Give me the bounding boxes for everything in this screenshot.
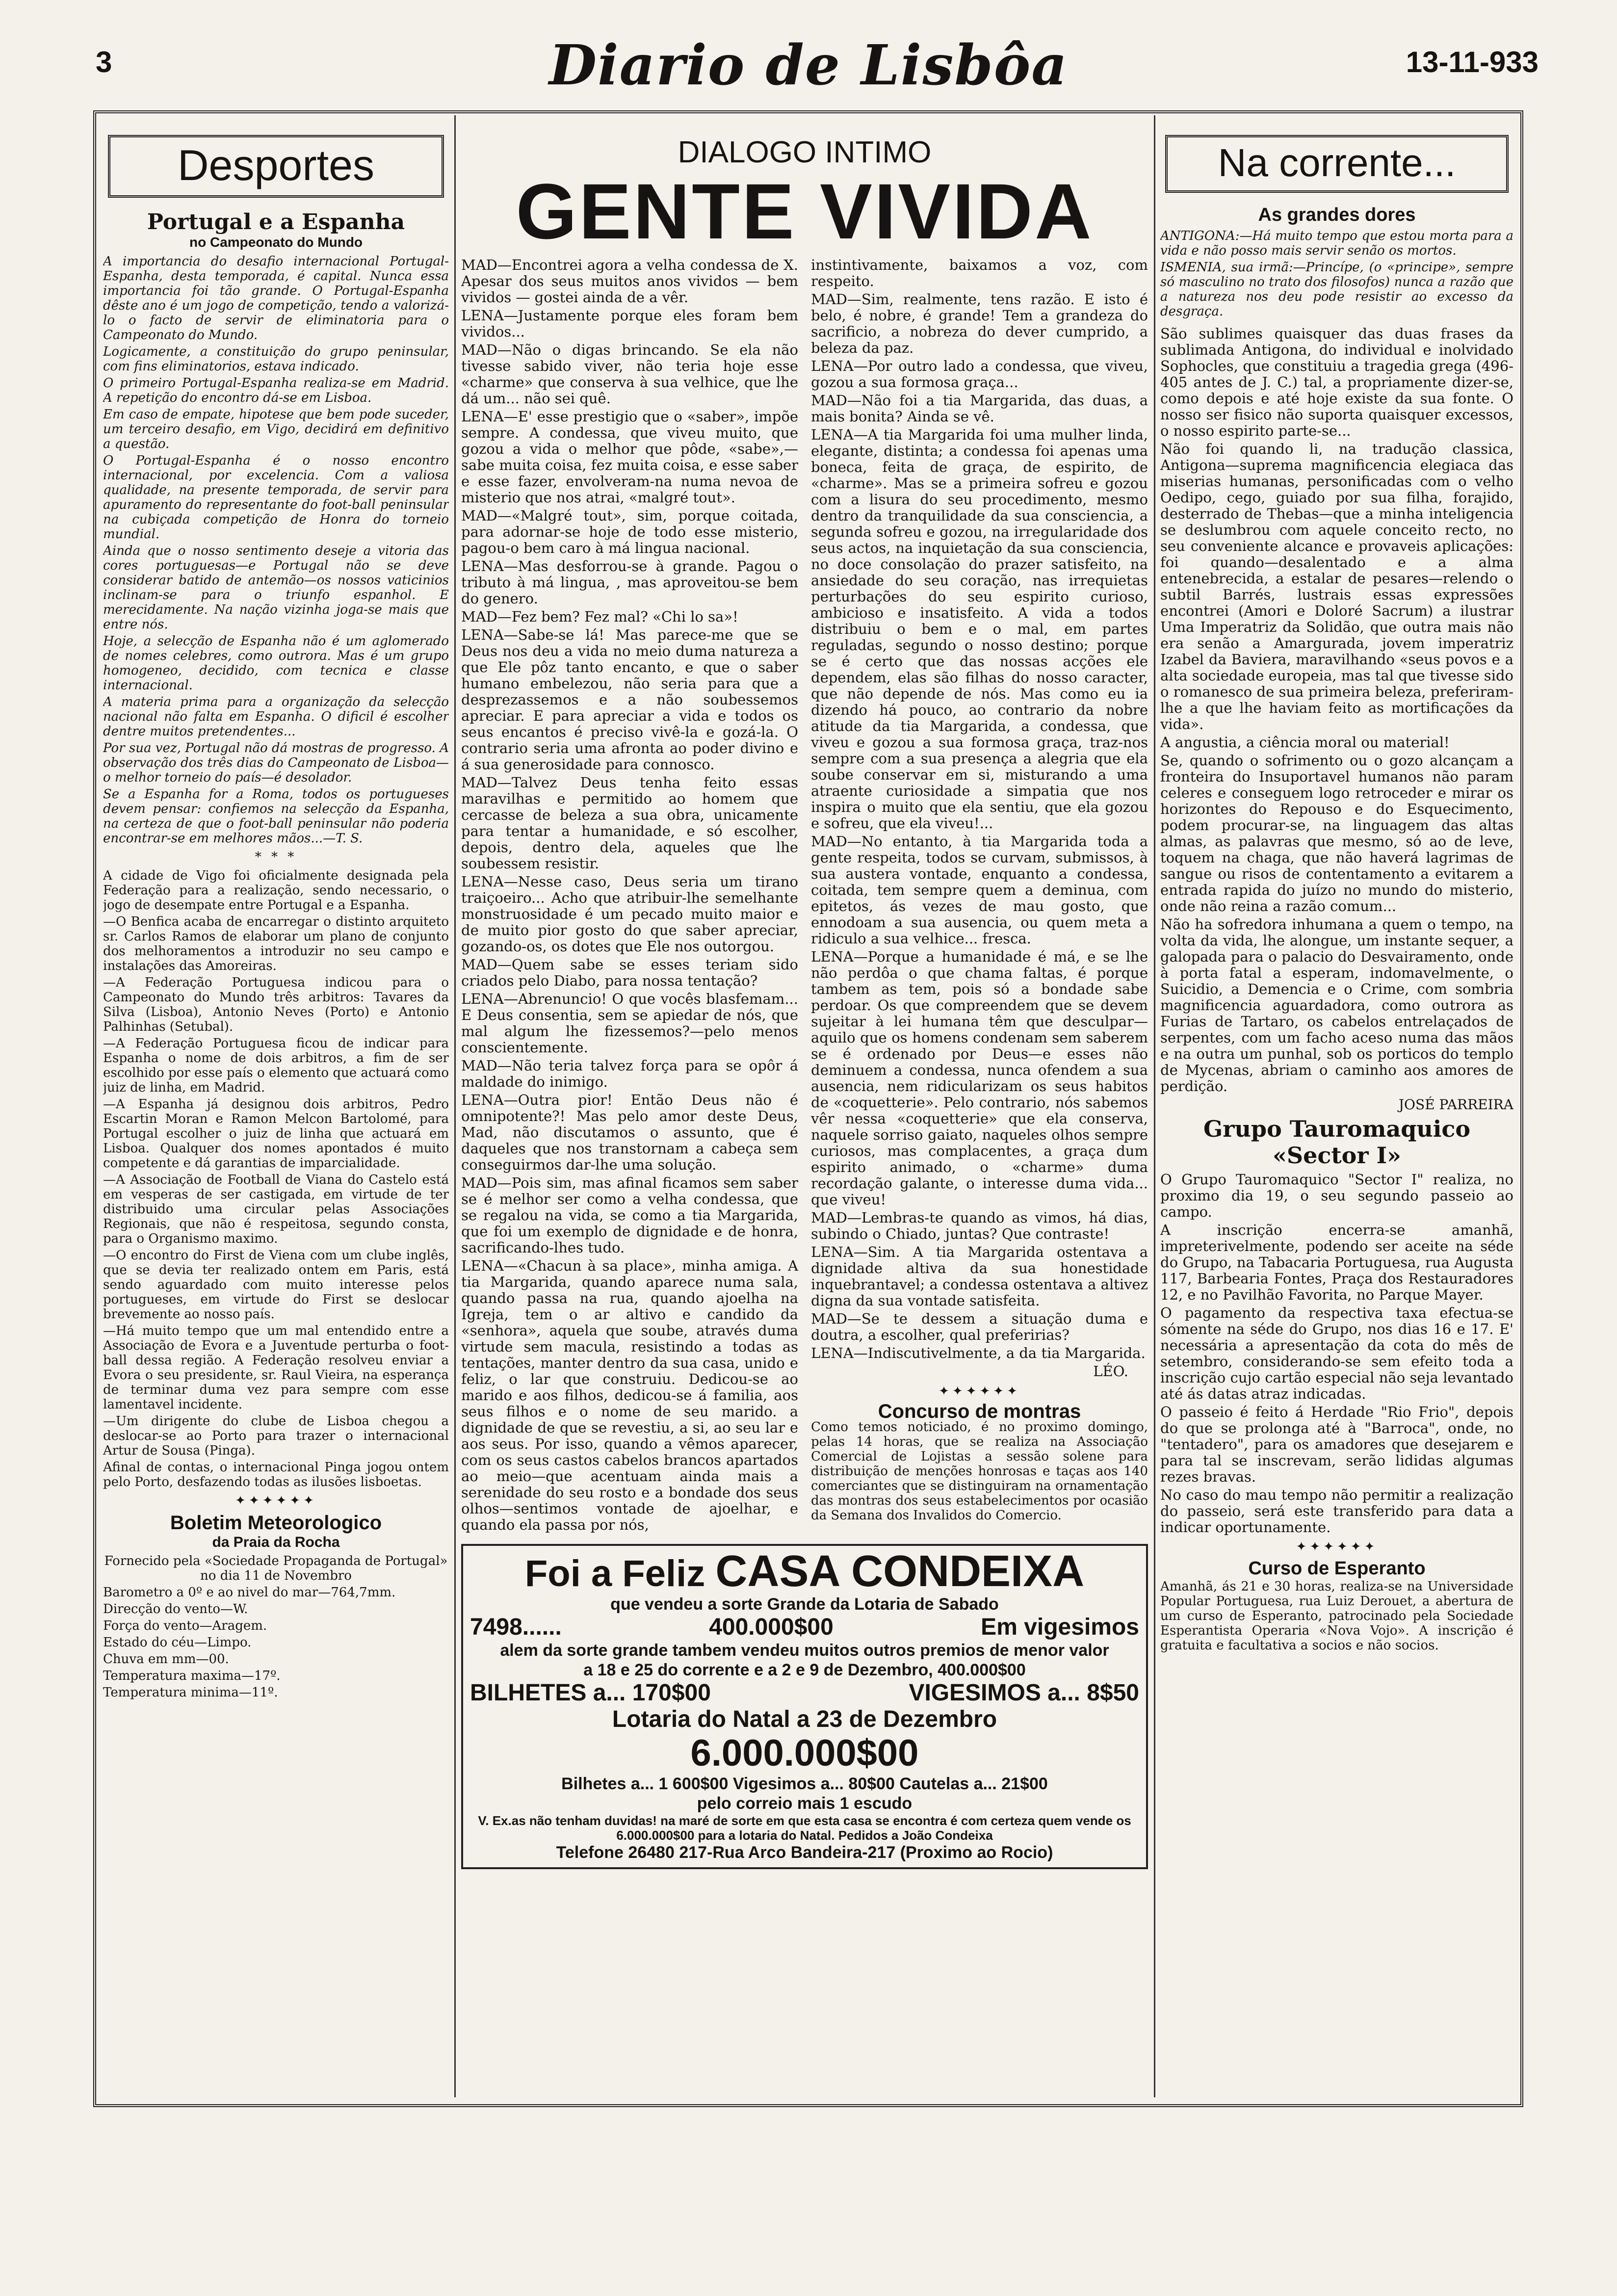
desportes-note: —A Espanha já designou dois arbitros, Pedro Escartin Moran e Ramon Melcon Bartolomé, para Portugal escolher o juiz de linha que actuará em Lisboa. Qualquer dos nomes apontados é muito competente e dá garantias de imparcialidade. (103, 1097, 449, 1171)
ad-address: Telefone 26480 217-Rua Arco Bandeira-217 (Proximo ao Rocio) (556, 1843, 1053, 1862)
desportes-note: —A Associação de Football de Viana do Castelo está em vesperas de ser castigada, em virtude de ter distribuido uma circular pelas Associações Regionais, que não é respeitosa, segundo consta, para o Organismo maximo. (103, 1173, 449, 1246)
desportes-paragraph: Por sua vez, Portugal não dá mostras de progresso. A observação dos três dias do Campeonato de Lisboa—o melhor torneio do país—é desolador. (103, 741, 449, 785)
dialogo-signature: LÉO. (1093, 1363, 1128, 1380)
desportes-paragraph: O Portugal-Espanha é o nosso encontro internacional, por excelencia. Com a valiosa qualidade, na presente temporada, de servir para apuramento do representante do foot-ball peninsular na cubiçada competição de Honra do torneio mundial. (103, 453, 449, 542)
sector-title: Grupo Tauromaquico «Sector I» (1203, 1116, 1471, 1169)
desportes-note: —O encontro do First de Viena com um clube inglês, que se devia ter realizado ontem em Paris, está sendo aguardado com muito interesse pelos portugueses, em virtude do First se deslocar brevemente ao nosso país. (103, 1248, 449, 1322)
divider-ornament: ✦✦✦✦✦✦ (235, 1493, 317, 1508)
dialogo-right-column (811, 257, 1148, 1361)
desportes-note: —O Benfica acaba de encarregar o distinto arquiteto sr. Carlos Ramos de elaborar um plano de conjunto dos melhoramentos a introduzir no seu campo e instalações das Amoreiras. (103, 914, 449, 973)
dialogo-paragraph: LENA—Nesse caso, Deus seria um tirano traiçoeiro... Acho que atribuir-lhe semelhante monstruosidade é um pecado muito maior e de muito pior gosto do que saber apreciar, gozando-os, os dotes que Ele nos outorgou. (461, 873, 798, 955)
desportes-subhead: no Campeonato do Mundo (189, 235, 363, 250)
na-corrente-paragraph: Se, quando o sofrimento ou o gozo alcançam a fronteira do Insuportavel humanos não param celeres e conseguem logo retroceder e mirar os horizontes do Repouso e do Esquecimento, podem procurar-se, na linguagem das altas almas, as palavras que mesmo, só ao de leve, toquem na chaga, que não haverá lagrimas de sangue ou risos de contentamento a evitarem a entrada rapida do juízo no mundo do misterio, onde não reina a razão comum... (1160, 752, 1513, 914)
na-corrente-section-title: Na corrente... (1165, 135, 1509, 193)
desportes-note: A cidade de Vigo foi oficialmente designada pela Federação para a realização, sendo necessario, o jogo de desempate entre Portugal e a Espanha. (103, 868, 449, 913)
desportes-paragraph: Em caso de empate, hipotese que bem pode suceder, um terceiro desafio, em Vigo, decidirá em definitivo a questão. (103, 407, 449, 451)
sector-paragraph: O Grupo Tauromaquico "Sector I" realiza, no proximo dia 19, o seu segundo passeio ao campo. (1160, 1171, 1513, 1220)
divider-ornament: ✦✦✦✦✦✦ (1296, 1539, 1378, 1554)
dialogo-paragraph: MAD—Não teria talvez força para se opôr á maldade do inimigo. (461, 1057, 798, 1090)
ad-line4: alem da sorte grande tambem vendeu muitos outros premios de menor valor (500, 1641, 1109, 1660)
na-corrente-epigraph (1160, 229, 1513, 319)
dialogo-column (461, 115, 1148, 1869)
ad-correio: pelo correio mais 1 escudo (697, 1794, 913, 1813)
desportes-paragraph: Se a Espanha for a Roma, todos os portugueses devem pensar: confiemos na selecção da Espanha, na certeza de que o foot-ball peninsular não poderia encontrar-se em melhores mãos...—T. S. (103, 787, 449, 846)
desportes-lead (103, 254, 449, 846)
dialogo-paragraph: LENA—Outra pior! Então Deus não é omnipotente?! Mas pelo amor deste Deus, Mad, não discutamos o assunto, que é daqueles que nos transtornam a cabeça sem conseguirmos dar-lhe uma solução. (461, 1092, 798, 1173)
boletim-line: Estado do céu—Limpo. (103, 1635, 252, 1650)
ad-footer: V. Ex.as não tenham duvidas! na maré de sorte em que esta casa se encontra é com certeza quem vende os 6.000.000$00 para a lotaria do Natal. Pedidos a João Condeixa (478, 1813, 1131, 1843)
desportes-paragraph: Ainda que o nosso sentimento deseje a vitoria das cores portuguesas—e Portugal não se deve considerar batido de antemão—os nossos vaticinios inclinam-se para o triunfo espanhol. E merecidamente. Na nação vizinha joga-se mais que entre nós. (103, 544, 449, 632)
dialogo-paragraph: MAD—Lembras-te quando as vimos, há dias, subindo o Chiado, juntas? Que contraste! (811, 1209, 1148, 1242)
desportes-note: Afinal de contas, o internacional Pinga jogou ontem pelo Porto, desfazendo todas as ilusões lisboetas. (103, 1460, 449, 1489)
dialogo-paragraph: MAD—Fez bem? Fez mal? «Chi lo sa»! (461, 608, 738, 625)
separator: * * * (255, 850, 297, 864)
desportes-section-title: Desportes (108, 135, 444, 198)
ad-natal-prize: 6.000.000$00 (690, 1732, 919, 1774)
ad-line2: que vendeu a sorte Grande da Lotaria de Sabado (610, 1595, 999, 1614)
boletim-lines (103, 1585, 449, 1700)
ad-line1-prefix: Foi a Feliz (524, 1553, 705, 1594)
dialogo-headline: GENTE VIVIDA (516, 167, 1094, 255)
na-corrente-body (1160, 326, 1513, 1095)
dialogo-paragraph: LENA—Sim. A tia Margarida ostentava a dignidade altiva da sua honestidade inquebrantavel; a condessa ostentava a altivez digna da sua vontade satisfeita. (811, 1244, 1148, 1309)
issue-date: 13-11-933 (1406, 46, 1539, 78)
desportes-note: —Há muito tempo que um mal entendido entre a Associação de Evora e a Juventude perturba o foot-ball dessa região. A Federação resolveu enviar a Evora o seu presidente, sr. Raul Vieira, na esperança de terminar duma vez para sempre com esse lamentavel incidente. (103, 1324, 449, 1412)
dialogo-paragraph: MAD—No entanto, à tia Margarida toda a gente respeita, todos se curvam, submissos, à sua austera vontade, enquanto a condessa, coitada, tem sempre quem a deminua, com epitetos, ás vezes de mau gosto, que ennodoam a sua ausencia, ou quem meta a ridiculo a sua velhice... fresca. (811, 833, 1148, 947)
dialogo-paragraph: MAD—Não o digas brincando. Se ela não tivesse sabido viver, não teria hoje esse «charme» que conserva à sua velhice, que lhe dá um... não sei quê. (461, 341, 798, 407)
dialogo-paragraph: LENA—Indiscutivelmente, a da tia Margarida. (811, 1345, 1146, 1361)
dialogo-paragraph: LENA—«Chacun à sa place», minha amiga. A tia Margarida, quando aparece numa sala, quando passa na rua, quando ajoelha na Igreja, tem o ar altivo e candido da «senhora», aquela que soube, através duma virtude sem macula, resistindo a todas as tentações, manter dentro da sua casa, unido e feliz, o lar que construiu. Dedicou-se ao marido e aos filhos, dedicou-se á familia, aos seus filhos e o nome de seu marido. a dignidade de que se revestiu, a si, ao seu lar e aos seus. Por isso, quando a vêmos aparecer, com os seus castos cabelos brancos apartados ao meio—que acentuam ainda mais a serenidade do seu rosto e a bondade dos seus olhos—sentimos vontade de ajoelhar, e quando ela passa por nós, (461, 1257, 798, 1533)
dialogo-paragraph: MAD—Se te dessem a situação duma e doutra, a escolher, qual preferirias? (811, 1310, 1148, 1343)
dialogo-paragraph: MAD—Não foi a tia Margarida, das duas, a mais bonita? Ainda se vê. (811, 392, 1148, 425)
sector-paragraph: No caso do mau tempo não permitir a realização do passeio, será este transferido para data a indicar oportunamente. (1160, 1487, 1513, 1536)
ad-vigesimos: VIGESIMOS a... 8$50 (909, 1680, 1139, 1706)
boletim-line: Direcção do vento—W. (103, 1602, 248, 1617)
divider-ornament: ✦✦✦✦✦✦ (939, 1384, 1020, 1399)
dialogo-paragraph: LENA—Justamente porque eles foram bem vividos... (461, 307, 798, 340)
boletim-line: Temperatura minima—11º. (103, 1685, 278, 1700)
dialogo-paragraph: MAD—Talvez Deus tenha feito essas maravilhas e permitido ao homem que cercasse de beleza a sua obra, unicamente para tentar a humanidade, e só escolher, depois, dentro dela, aqueles que lhe soubessem resistir. (461, 774, 798, 872)
na-corrente-paragraph: A angustia, a ciência moral ou material! (1160, 734, 1450, 751)
sector-paragraph: A inscrição encerra-se amanhã, impreterivelmente, podendo ser aceite na séde do Grupo, na Tabacaria Portuguesa, rua Augusta 117, Barbearia Fontes, Praça dos Restauradores 12, e no Pavilhão Favorita, no Parque Mayer. (1160, 1222, 1513, 1303)
ad-shop-name: CASA CONDEIXA (715, 1547, 1085, 1596)
column-rule-left (454, 115, 456, 2097)
dialogo-paragraph: LENA—E' esse prestigio que o «saber», impõe sempre. A condessa, que viveu muito, que gozou a vida o melhor que pôde, «sabe»,—sabe muita coisa, fez muita coisa, e esse saber e esse fazer, envolveram-na numa nevoa de misterio que nos atrai, «malgré tout». (461, 408, 798, 506)
na-corrente-column (1160, 115, 1513, 1655)
newspaper-masthead: Diario de Lisbôa (549, 33, 1068, 98)
dialogo-kicker: DIALOGO INTIMO (678, 135, 932, 169)
sector-paragraph: O pagamento da respectiva taxa efectua-se sómente na séde do Grupo, nos dias 16 e 17. E' necessária a apresentação da cota do mês de setembro, considerando-se sem efeito toda a inscrição cujo cartão especial não seja levantado até ás datas atraz indicadas. (1160, 1305, 1513, 1402)
sector-body (1160, 1172, 1513, 1536)
dialogo-paragraph: instintivamente, baixamos a voz, com respeito. (811, 257, 1148, 289)
boletim-intro: Fornecido pela «Sociedade Propaganda de Portugal» no dia 11 de Novembro (104, 1554, 448, 1583)
dialogo-paragraph: LENA—Sabe-se lá! Mas parece-me que se Deus nos deu a vida no meio duma natureza a que Ele pôz tanto encanto, e que o saber humano embelezou, não seria para que a desprezassemos e a não soubessemos apreciar. E para apreciar a vida e todos os seus encantos é preciso vivê-la e gozá-la. O contrario seria uma afronta ao poder divino e á sua generosidade para connosco. (461, 626, 798, 773)
na-corrente-paragraph: São sublimes quaisquer das duas frases da sublimada Antigona, do individual e inolvidado Sophocles, que constituiu a tragedia grega (496-405 antes de J. C.) tal, a propriamente dizer-se, como depois e até hoje existe da sua fonte. O nosso ser fisico não suporta quaisquer excessos, o nosso espirito parte-se... (1160, 325, 1513, 439)
na-corrente-paragraph: Não ha sofredora inhumana a quem o tempo, na volta da vida, lhe alongue, um instante sequer, a galopada para o palacio do Desvairamento, onde à porta fatal a esperam, indomavelmente, o Suicidio, a Demencia e o Crime, com sombria magnificencia aguardadora, como outrora as Furias de Tartaro, os cabelos entrelaçados de serpentes, com um facho aceso numa das mãos e na outra um punhal, sob os porticos do templo de Mycenas, abriam o caminho aos amores de perdição. (1160, 916, 1513, 1095)
ad-prize: 400.000$00 (709, 1614, 834, 1640)
boletim-line: Força do vento—Aragem. (103, 1618, 267, 1633)
dialogo-paragraph: MAD—Quem sabe se esses teriam sido criados pelo Diabo, para nossa tentação? (461, 956, 798, 989)
esperanto-title: Curso de Esperanto (1248, 1558, 1426, 1579)
desportes-note: —A Federação Portuguesa ficou de indicar para Espanha o nome de dois arbitros, a fim de ser escolhido por esse país o elemento que actuará como juiz de linha, em Madrid. (103, 1036, 449, 1095)
dialogo-paragraph: LENA—Porque a humanidade é má, e se lhe não perdôa o que chama faltas, é porque tambem as tem, pois só a bondade sabe perdoar. Os que compreendem que se devem sujeitar à lei humana têm que desculpar—aquilo que os homens condenam sem saberem se é ordenado por Deus—e esses não deminuem a condessa, nunca ofendem a sua ausencia, nem ridicularizam os seus habitos de «coquetterie». Pelo contrario, nós sabemos vêr nessa «coquetterie» que ela conserva, naquele sorriso gaiato, naqueles olhos sempre curiosos, mas complacentes, a graça dum espirito animado, o «charme» duma recordação galante, o interesse duma vida... que viveu! (811, 948, 1148, 1208)
dialogo-paragraph: LENA—Por outro lado a condessa, que viveu, gozou a sua formosa graça... (811, 358, 1148, 391)
ad-line5: a 18 e 25 do corrente e a 2 e 9 de Dezembro, 400.000$00 (583, 1661, 1026, 1679)
concurso-text: Como temos noticiado, é no proximo domingo, pelas 14 horas, que se realiza na Associação Comercial de Lojistas a sessão solene para distribuição de menções honrosas e taças aos 140 comerciantes que se distinguiram na ornamentação das montras dos seus estabelecimentos por ocasião da Semana dos Invalidos do Comercio. (811, 1420, 1148, 1523)
desportes-note: —A Federação Portuguesa indicou para o Campeonato do Mundo três arbitros: Tavares da Silva (Lisboa), Antonio Neves (Porto) e Antonio Palhinhas (Setubal). (103, 975, 449, 1034)
dialogo-paragraph: MAD—Sim, realmente, tens razão. E isto é belo, é nobre, é grande! Tem a grandeza do sacrificio, a nobreza do dever cumprido, a beleza da paz. (811, 291, 1148, 356)
dialogo-paragraph: LENA—A tia Margarida foi uma mulher linda, elegante, distinta; a condessa foi apenas uma boneca, feita de graça, de espirito, de «charme». Mas se a primeira sofreu e gozou com a lisura do seu procedimento, mesmo dentro da tranquilidade da sua consciencia, a segunda sofreu e gozou, na irregularidade dos seus actos, na inquietação da sua consciencia, no doce consolação do prazer satisfeito, na ansiedade do seu coração, nas irrequietas perturbações do seu espirito curioso, ambicioso e insatisfeito. A vida a todos distribuiu o bem e o mal, em partes reguladas, segundo o nosso destino; porque se é certo que das nossas acções ele dependem, elas são filhas do nosso caracter, que não depende de nós. Mas como eu ia dizendo há pouco, ao contrario da nobre atitude da tia Margarida, a condessa, que viveu e gozou a sua formosa graça, traz-nos sempre com a sua presença a alegria que ela soube conservar em si, misturando a uma atraente curiosidade a simpatia que nos inspira o muito que ela sentiu, que ela gozou e sofreu, que ela viveu!... (811, 426, 1148, 832)
boletim-subtitle: da Praia da Rocha (212, 1534, 340, 1550)
na-corrente-headline: As grandes dores (1258, 205, 1416, 225)
desportes-headline: Portugal e a Espanha (147, 209, 405, 235)
na-corrente-signature: JOSÉ PARREIRA (1398, 1096, 1513, 1113)
ad-natal-prices: Bilhetes a... 1 600$00 Vigesimos a... 80$00 Cautelas a... 21$00 (561, 1774, 1048, 1793)
boletim-title: Boletim Meteorologico (170, 1512, 382, 1534)
desportes-paragraph: Logicamente, a constituição do grupo peninsular, com fins eliminatorios, estava indicado. (103, 344, 449, 374)
dialogo-paragraph: MAD—«Malgré tout», sim, porque coitada, para adornar-se hoje de todo esse misterio, pagou-o bem caro à má lingua nacional. (461, 507, 798, 556)
desportes-paragraph: A materia prima para a organização da selecção nacional não falta em Espanha. O dificil é escolher dentre muitos pretendentes... (103, 695, 449, 739)
epigraph-line: ANTIGONA:—Há muito tempo que estou morta para a vida e não posso mais servir senão os mortos. (1160, 229, 1513, 258)
desportes-paragraph: Hoje, a selecção de Espanha não é um aglomerado de nomes celebres, como outrora. Mas é um grupo homogeneo, decidido, com tecnica e classe internacional. (103, 634, 449, 693)
ad-winning-number: 7498...... (470, 1614, 562, 1640)
epigraph-line: ISMENIA, sua irmã:—Princípe, (o «principe», sempre só masculino no trato dos filosofos) nunca a razão que a natureza nos deu pode resistir ao excesso da desgraça. (1160, 260, 1513, 319)
desportes-notes (103, 868, 449, 1489)
esperanto-text: Amanhã, ás 21 e 30 horas, realiza-se na Universidade Popular Portuguesa, rua Luiz Derouet, a abertura de um curso de Esperanto, patrocinado pela Sociedade Esperantista Operaria «Nova Vojo». A inscrição é gratuita e facultativa a socios e não socios. (1160, 1579, 1513, 1653)
desportes-paragraph: A importancia do desafio internacional Portugal-Espanha, desta temporada, é capital. Nunca essa importancia foi tão grande. O Portugal-Espanha dêste ano é um jogo de competição, tendo a valorizá-lo o facto de servir de eliminatoria para o Campeonato do Mundo. (103, 254, 449, 342)
concurso-title: Concurso de montras (878, 1401, 1081, 1422)
dialogo-paragraph: MAD—Encontrei agora a velha condessa de X. Apesar dos seus muitos anos vividos — bem vividos — gostei ainda de a vêr. (461, 257, 798, 306)
boletim-line: Temperatura maxima—17º. (103, 1669, 281, 1683)
boletim-line: Chuva em mm—00. (103, 1652, 229, 1667)
sector-paragraph: O passeio é feito á Herdade "Rio Frio", depois do que se prolonga até à "Barroca", onde, no "tentadero", para os amadores que desejarem e para tal se inscrevam, serão lididas algumas rezes bravas. (1160, 1404, 1513, 1485)
dialogo-left-column (461, 257, 798, 1535)
dialogo-paragraph: LENA—Mas desforrou-se à grande. Pagou o tributo à má lingua, , mas aproveitou-se bem do genero. (461, 558, 798, 607)
ad-bilhetes: BILHETES a... 170$00 (470, 1680, 711, 1706)
desportes-note: —Um dirigente do clube de Lisboa chegou a deslocar-se ao Porto para trazer o internacional Artur de Sousa (Pinga). (103, 1414, 449, 1458)
dialogo-paragraph: LENA—Abrenuncio! O que vocês blasfemam... E Deus consentia, sem se apiedar de nós, que mal algum lhe fizessemos?—pelo menos conscientemente. (461, 991, 798, 1056)
boletim-line: Barometro a 0º e ao nivel do mar—764,7mm. (103, 1585, 396, 1600)
page-number: 3 (96, 46, 112, 78)
dialogo-paragraph: MAD—Pois sim, mas afinal ficamos sem saber se é melhor ser como a velha condessa, que se regalou na vida, se como a tia Margarida, que foi um exemplo de dignidade e de honra, sacrificando-lhes tudo. (461, 1174, 798, 1256)
desportes-column (103, 115, 449, 1702)
column-rule-right (1154, 115, 1155, 2097)
na-corrente-paragraph: Não foi quando li, na tradução classica, Antigona—suprema magnificencia elegiaca das miserias humanas, personificadas com o velho Oedipo, cego, guiado por sua filha, forajido, desterrado de Thebas—que a minha inteligencia se deslumbrou com aquele conceito recto, no seu conveniente alcance e provaveis aplicações: foi quando—desalentado e a alma entenebrecida, a estalar de pesares—relendo o subtil Barrés, lustrais essas expressões encontrei (Amori e Doloré Sacrum) a ilustrar Uma Imperatriz da Solidão, que outra mais não era senão a Amargurada, jovem imperatriz Izabel da Baviera, maravilhando «seus povos e a alta sociedade europeia, mas tal que tivesse sido o romanesco de sua primeira beleza, preferiram-lhe a que lhe haviam feito as mortificações da vida». (1160, 441, 1513, 732)
desportes-paragraph: O primeiro Portugal-Espanha realiza-se em Madrid. A repetição do encontro dá-se em Lisboa. (103, 376, 449, 405)
ad-natal: Lotaria do Natal a 23 de Dezembro (612, 1706, 997, 1732)
ad-prize-tag: Em vigesimos (981, 1614, 1139, 1640)
casa-condeixa-ad (461, 1544, 1148, 1869)
